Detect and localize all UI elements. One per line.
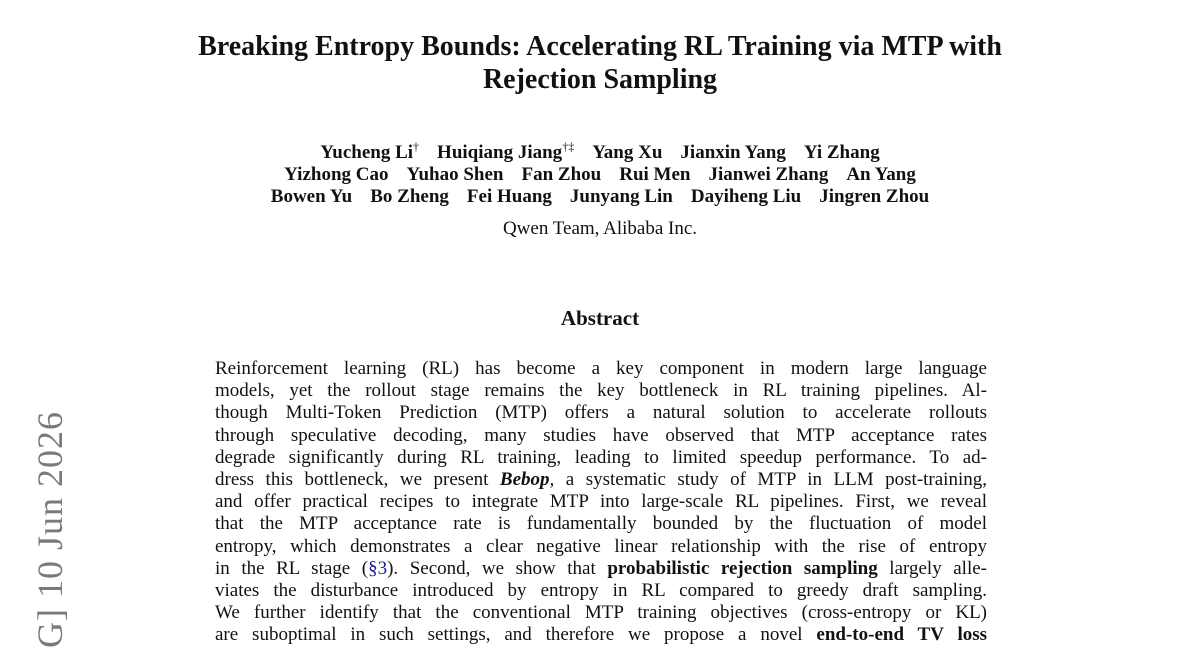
paper-title-line-2: Rejection Sampling <box>482 64 718 95</box>
author-name <box>284 164 388 185</box>
author-name-text: Yang Xu <box>592 142 663 163</box>
abstract-line <box>215 402 987 424</box>
bold-term: end-to-end TV loss <box>816 624 988 646</box>
abstract-line <box>215 536 987 558</box>
author-name <box>804 142 880 163</box>
author-row <box>100 186 1100 208</box>
author-name <box>370 186 449 207</box>
author-name <box>467 186 552 207</box>
author-name <box>619 164 690 185</box>
abstract-text: degrade significantly during RL training, leading to limited speedup performance. To ad- <box>215 446 987 468</box>
abstract-text: largely alle- <box>877 557 987 579</box>
author-name-text: Yuhao Shen <box>406 164 504 185</box>
abstract-text: that the MTP acceptance rate is fundamentally bounded by the fluctuation of model <box>215 513 987 535</box>
author-name <box>407 164 504 185</box>
author-row <box>100 164 1100 186</box>
author-name-text: Jingren Zhou <box>819 186 930 207</box>
abstract-line <box>215 380 987 402</box>
author-name-text: Junyang Lin <box>569 186 673 207</box>
abstract-line <box>215 513 987 535</box>
bold-term: probabilistic rejection sampling <box>607 557 878 579</box>
abstract-text: and offer practical recipes to integrate MTP into large-scale RL pipelines. First, we reveal <box>215 491 987 513</box>
author-name <box>271 186 352 207</box>
author-name-text: Dayiheng Liu <box>690 186 802 207</box>
author-name-text: Jianxin Yang <box>680 142 786 163</box>
abstract-text: are suboptimal in such settings, and therefore we propose a novel <box>215 624 817 646</box>
paper-title-line-1: Breaking Entropy Bounds: Accelerating RL Training via MTP with <box>198 31 1002 62</box>
abstract-line <box>215 558 987 580</box>
affiliation: Qwen Team, Alibaba Inc. <box>502 218 698 239</box>
abstract-text: entropy, which demonstrates a clear negative linear relationship with the rise of entropy <box>215 535 987 557</box>
abstract-text: Reinforcement learning (RL) has become a key component in modern large language <box>215 358 987 379</box>
abstract-text: We further identify that the conventional MTP training objectives (cross-entropy or KL) <box>215 602 987 624</box>
abstract-line <box>215 624 987 646</box>
author-name <box>320 139 420 163</box>
author-name-text: Yizhong Cao <box>284 164 389 185</box>
author-name <box>570 186 673 207</box>
author-name-text: Bowen Yu <box>270 186 353 207</box>
abstract-text: in the RL stage ( <box>215 557 369 579</box>
abstract-text: viates the disturbance introduced by entropy in RL compared to greedy draft sampling. <box>215 579 987 601</box>
author-name-text: Yucheng Li <box>320 142 414 163</box>
author-name-text: An Yang <box>846 164 916 185</box>
abstract-text: through speculative decoding, many studies have observed that MTP acceptance rates <box>215 424 987 446</box>
section-reference-link[interactable]: §3 <box>368 557 388 579</box>
author-name <box>680 142 785 163</box>
abstract-text: models, yet the rollout stage remains the key bottleneck in RL training pipelines. Al- <box>215 380 987 402</box>
author-name-text: Huiqiang Jiang <box>437 142 563 163</box>
abstract-text: though Multi-Token Prediction (MTP) offers a natural solution to accelerate rollouts <box>215 402 987 424</box>
author-name <box>437 139 575 163</box>
author-name-text: Rui Men <box>619 164 691 185</box>
abstract-line <box>215 425 987 447</box>
abstract-line <box>215 358 987 380</box>
abstract-line <box>215 447 987 469</box>
abstract-line <box>215 469 987 491</box>
abstract-line <box>215 602 987 624</box>
abstract-text: , a systematic study of MTP in LLM post-training, <box>549 468 987 490</box>
author-name-text: Bo Zheng <box>370 186 449 207</box>
author-affiliation-mark: †‡ <box>562 139 575 154</box>
author-name-text: Fei Huang <box>466 186 552 207</box>
arxiv-sidebar-stamp: G] 10 Jun 2026 <box>30 411 70 648</box>
method-name: Bebop <box>499 468 550 490</box>
author-name <box>846 164 916 185</box>
author-row <box>100 139 1100 164</box>
abstract-line <box>215 491 987 513</box>
author-name <box>819 186 929 207</box>
author-name-text: Yi Zhang <box>803 142 880 163</box>
author-name-text: Jianwei Zhang <box>708 164 829 185</box>
author-name <box>708 164 828 185</box>
author-list <box>100 139 1100 208</box>
abstract-text: ). Second, we show that <box>387 557 608 579</box>
author-name <box>592 142 662 163</box>
author-name <box>522 164 602 185</box>
author-affiliation-mark: † <box>413 139 420 154</box>
abstract-line <box>215 580 987 602</box>
abstract-text: dress this bottleneck, we present <box>215 468 500 490</box>
author-name-text: Fan Zhou <box>521 164 602 185</box>
abstract-heading: Abstract <box>560 306 640 330</box>
abstract-body <box>215 358 987 646</box>
author-name <box>691 186 801 207</box>
